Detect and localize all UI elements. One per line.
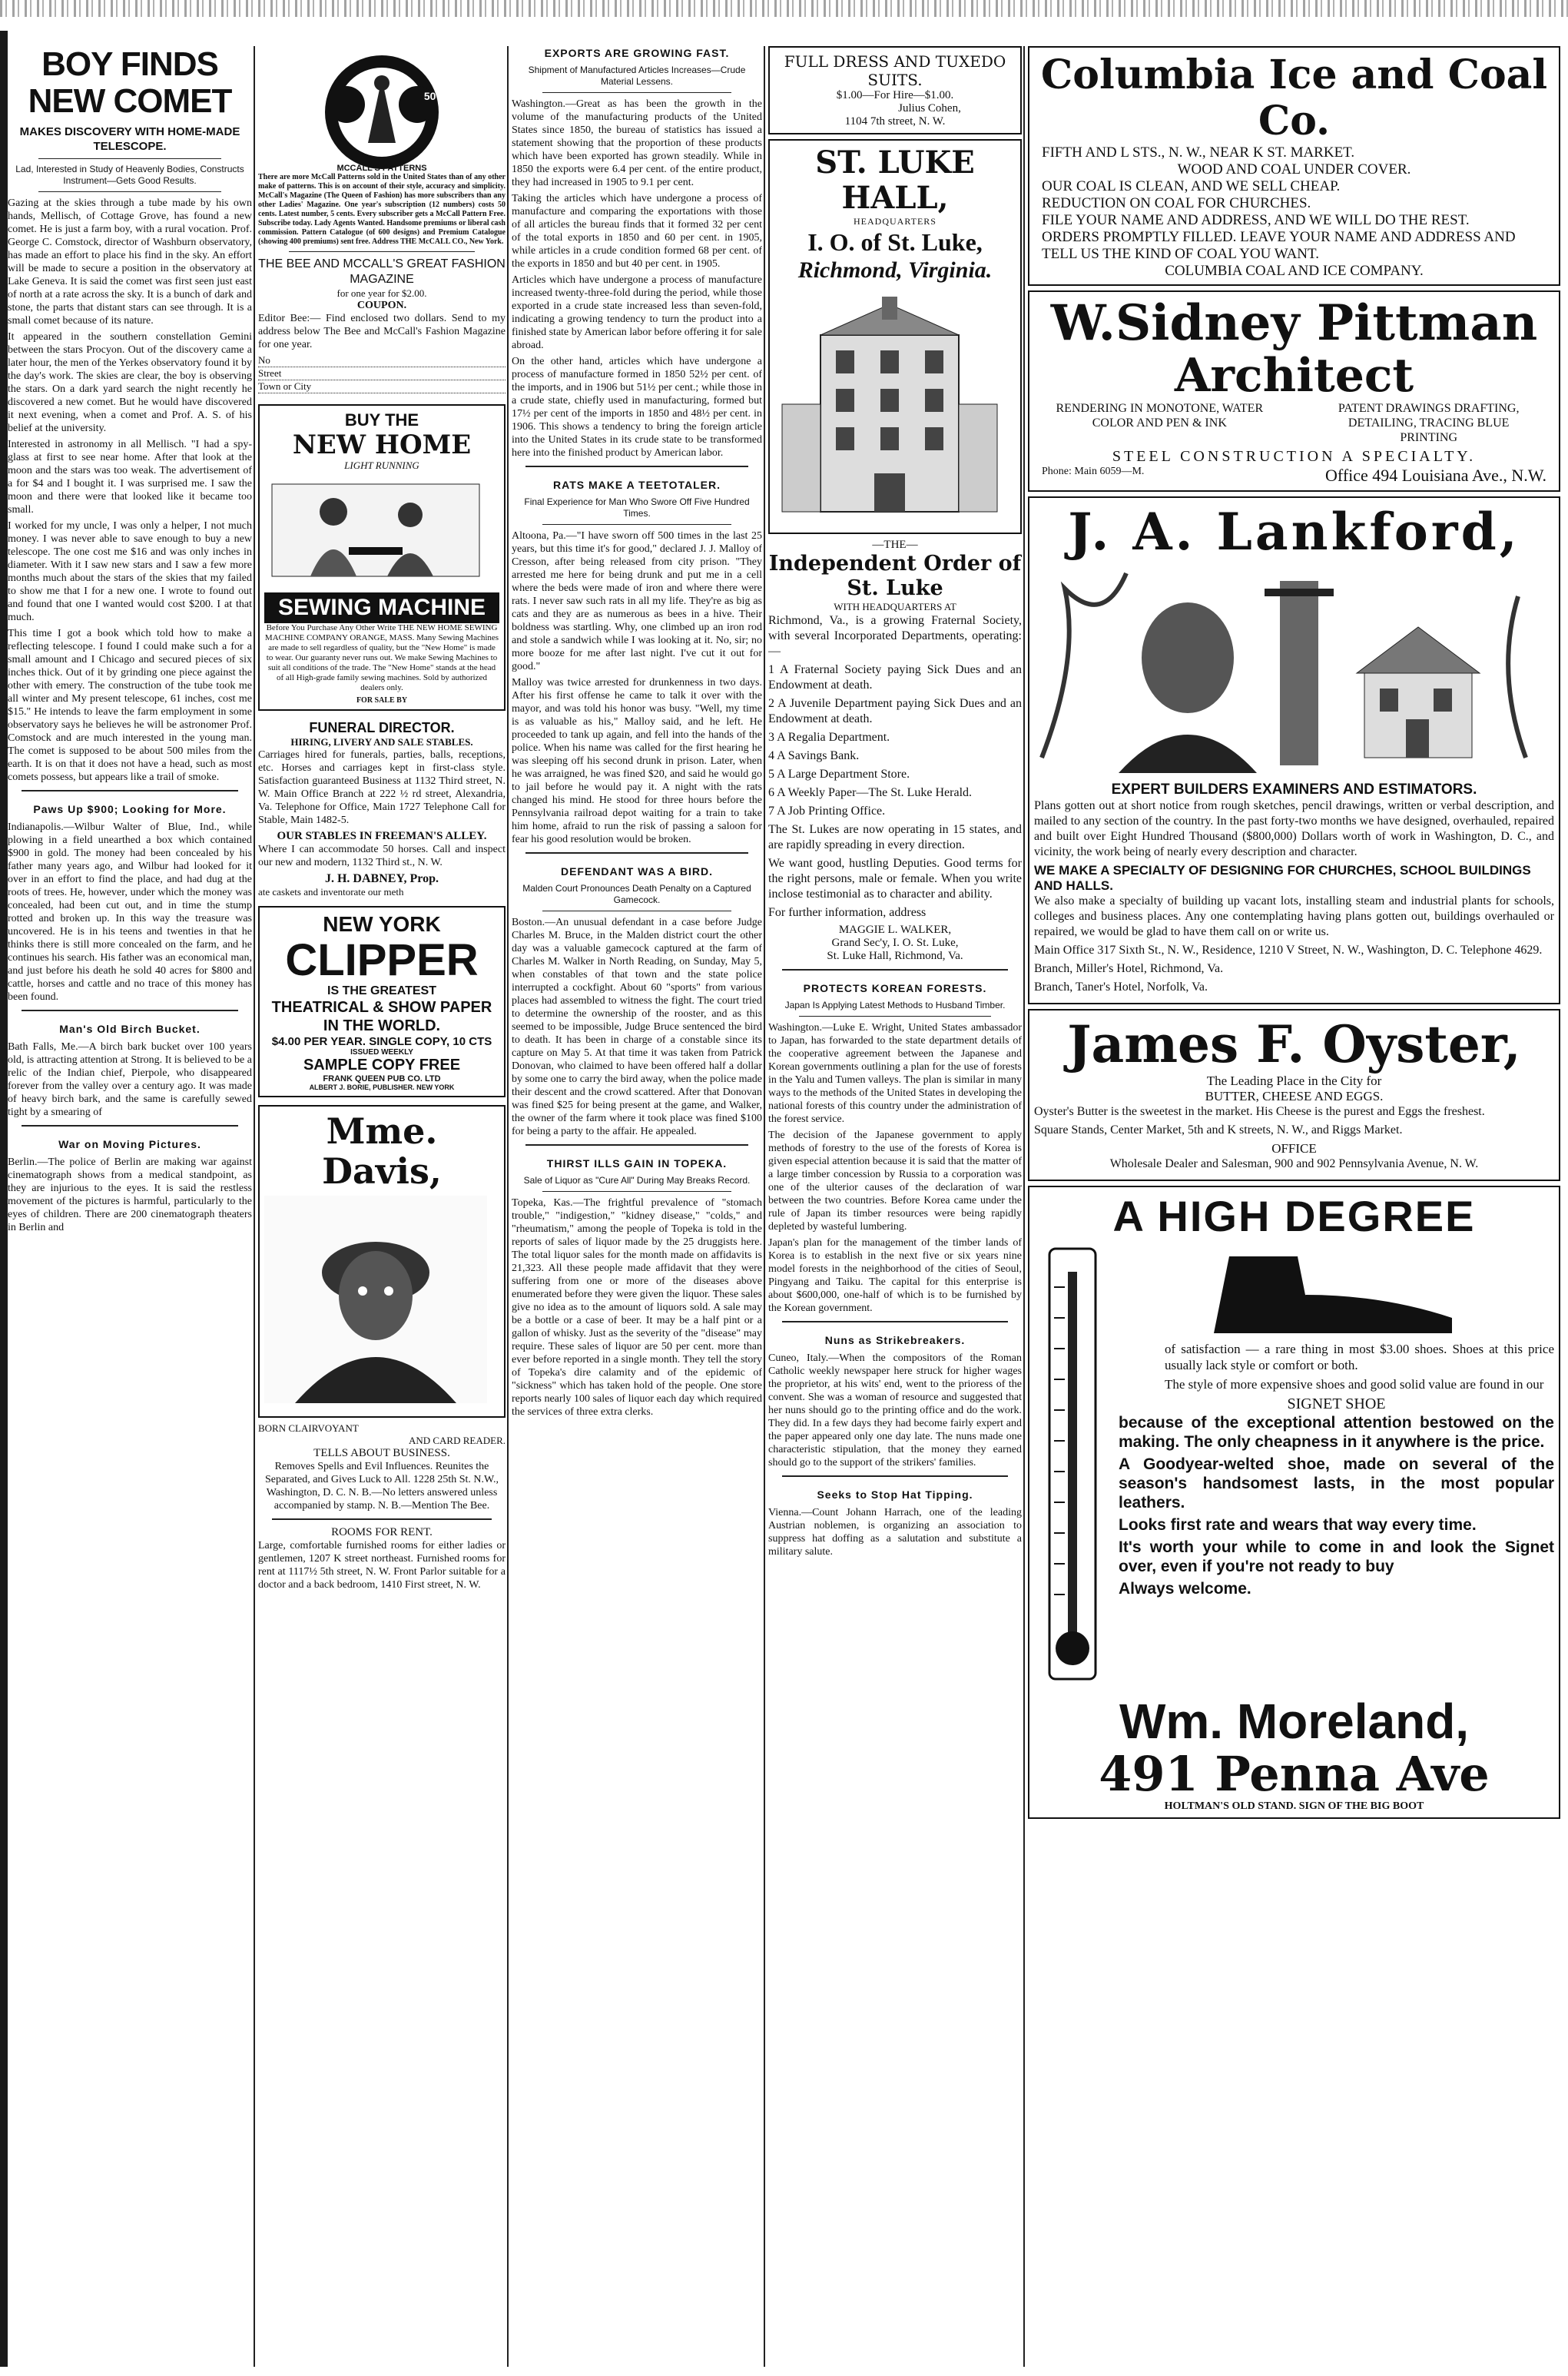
article-paragraph: Boston.—An unusual defendant in a case before Judge Charles M. Bruce, in the Malden district court the other day was a valuable gamecock captured at the farm of Charles M. Walker in North Reading, on Sunday, May 5, when constables of that town and the state police interrupted a cockfight. About 60 "sports" from various places had assembled to witness the fight. The court tried to determine the ownership of the rooster, and as this seemed to be impossible, Judge Bruce sentenced the bird to death. It has been in charge of a constable since its capture on May 5. At that time it was taken from Patrick Donovan, who claimed to have been offered half a dollar by some one to carry the bird away, when the police made their descent and the crowd scattered. After that Donovan was fined $25 for being present at the game, and Walker, the owner of the farm where it took place was fined $100 for being a party to the affair. He appealed.	[512, 917, 762, 1137]
order-paragraph: For further information, address	[768, 906, 927, 919]
ad-tag: LIGHT RUNNING	[344, 460, 419, 471]
clipper-price: $4.00 PER YEAR. SINGLE COPY, 10 CTS	[271, 1035, 492, 1048]
divider	[272, 1518, 492, 1520]
oyster-line: BUTTER, CHEESE AND EGGS.	[1205, 1089, 1384, 1103]
high-degree-ad	[1028, 1186, 1560, 1819]
davis-title: Mme. Davis,	[322, 1110, 442, 1192]
rooms-body: Large, comfortable furnished rooms for either ladies or gentlemen, 1207 K street northeast. Furnished rooms for rent at 1117½ 5th street, N. W. Front Parlor suitable for a doctor and a back bedroom, 1410 First street, N. W.	[258, 1540, 506, 1591]
article-paragraph: Washington.—Great as has been the growth in the volume of the manufacturing products of the United States since 1850, the bureau of statistics has issued a statement showing that the proportion of these products which have been exported has grown steadily. While in 1850 the exports were 6.4 per cent. of the entire product, they had increased in 1905 to 9.1 per cent.	[512, 98, 762, 188]
coupon-field-street[interactable]: Street	[258, 367, 506, 380]
column-rule	[254, 46, 255, 2367]
st-luke-ad	[768, 139, 1022, 534]
clipper-pub: FRANK QUEEN PUB CO. LTD	[323, 1074, 441, 1083]
signet-label: SIGNET SHOE	[1287, 1395, 1386, 1412]
article-paragraph: On the other hand, articles which have undergone a process of manufacture formed in 1850 52½ per cent. of the imports, and in 1906 but 51½ per cent.; while those in a crude state, chiefly used in manufacturing, formed but 17½ per cent of the imports in 1850 and 48½ per cent. in 1906. This shows a tendency to bring the foreign article into the United States in its crude state to be transformed here into the finished product by American labor.	[512, 356, 762, 459]
lankford-illustration-icon	[1034, 566, 1556, 773]
column-4	[768, 46, 1022, 2367]
signature-line: Grand Sec'y, I. O. St. Luke,	[831, 937, 959, 949]
clipper-weekly: ISSUED WEEKLY	[350, 1048, 413, 1057]
clipper-addr: ALBERT J. BORIE, PUBLISHER. NEW YORK	[309, 1083, 455, 1091]
tuxedo-title: FULL DRESS AND TUXEDO SUITS.	[784, 52, 1006, 89]
article-paragraph: Malloy was twice arrested for drunkenness in two days. After his first offense he came to talk it over with the mayor, and was told his honor was busy. "Well, my time is as valuable as his," Malloy said, and he left. He proceeded to tank up again, and fell into the hands of the police. When his name was called for the first hearing he was sleeping off his second drunk in prison. Later, when he was arraigned, he was fined $20, and said he would go to jail before he would pay it. A night with the rats changed his mind. He stood for three hours before the Pennsylvania railroad depot waiting for a train to take him home, afraid to run the risk of passing a saloon for fear his good resolution would be broken.	[512, 677, 762, 845]
oyster-line: Wholesale Dealer and Salesman, 900 and 902 Pennsylvania Avenue, N. W.	[1109, 1157, 1479, 1170]
deck: Sale of Liquor as "Cure All" During May Breaks Record.	[523, 1175, 751, 1186]
column-1	[8, 46, 252, 2367]
pittman-name: W.Sidney Pittman	[1050, 294, 1538, 352]
lankford-heading: WE MAKE A SPECIALTY OF DESIGNING FOR CHURCHES, SCHOOL BUILDINGS AND HALLS.	[1034, 863, 1531, 893]
high-degree-paragraph: The style of more expensive shoes and good solid value are found in our	[1165, 1377, 1544, 1392]
rooms-title: ROOMS FOR RENT.	[331, 1526, 433, 1538]
divider	[22, 1125, 238, 1127]
list-item: 5 A Large Department Store.	[768, 768, 910, 781]
davis-line: AND CARD READER.	[408, 1435, 506, 1446]
moreland-name: Wm. Moreland,	[1119, 1694, 1470, 1749]
lankford-paragraph: Branch, Taner's Hotel, Norfolk, Va.	[1034, 981, 1208, 994]
lankford-title: J. A. Lankford,	[1068, 502, 1520, 562]
article-paragraph: Washington.—Luke E. Wright, United States ambassador to Japan, has forwarded to the state department details of the cooperative agreement between the Japanese and Korean governments outlining a plan for the use of forests in the Yalu and Tumen valleys. The plan is similar in many ways to the methods of the United States in developing the national forests of this country under the administration of the forest service.	[768, 1022, 1022, 1125]
coupon-title: THE BEE AND MCCALL'S GREAT FASHION MAGAZINE	[258, 257, 506, 286]
high-degree-paragraph: of satisfaction — a rare thing in most $3.00 shoes. Shoes at this price usually lack style or comfort or both.	[1165, 1342, 1554, 1372]
signature-line: MAGGIE L. WALKER,	[838, 924, 952, 936]
divider	[542, 92, 731, 93]
lankford-ad	[1028, 496, 1560, 1004]
article-paragraph: It appeared in the southern constellation Gemini between the stars Procyon. Out of the discovery came a later hour, the men of the Yerkes observatory found it by the day's work. The skies are clear, the boy is observing the stars. On a dark yard search the night recently he discovered a new comet. But he would have discovered it next evening, when a comet and Prof. A. S. of his belief at the university.	[8, 331, 252, 434]
clipper-sub: IS THE GREATEST	[327, 984, 436, 997]
ad-copy: Before You Purchase Any Other Write THE NEW HOME SEWING MACHINE COMPANY ORANGE, MASS. Many Sewing Machines are made to sell regardless of quality, but the "New Home" is made to wear. Our guaranty never runs out. We make Sewing Machines to suit all conditions of the trade. The "New Home" stands at the head of all High-grade family sewing machines. Sold by authorized dealers only.	[264, 623, 499, 692]
top-margin-scan	[0, 0, 1568, 17]
ad-brand: NEW HOME	[292, 430, 472, 460]
article-paragraph: Topeka, Kas.—The frightful prevalence of "stomach trouble," "indigestion," "kidney disease," "colds," and "rheumatism," among the people of Topeka is told in the reports of sales of liquor made by the 25 druggists here. The total liquor sales for the month made on affidavits is 21,323. All these people made affidavit that they were suffering from one or more of the diseases above enumerated before they were given the liquor. These sales give no idea as to the amount of liquors sold. A sale may be a bottle or a case of beer. It may be a half pint or a gallon of whisky. Just as the severity of the "disease" may require. These sales of liquor are 50 per cent. more than ever before reported in a single month. They tell the story of Topeka's dire calamity and of the epidemic of "sickness" which has taken hold of the people. One store reports nearly 100 sales of liquor each day which required the services of three extra clerks.	[512, 1197, 762, 1418]
funeral-stables: OUR STABLES IN FREEMAN'S ALLEY.	[277, 830, 487, 842]
funeral-body: Carriages hired for funerals, parties, balls, receptions, etc. Horses and carriages kept in first-class style. Satisfaction guaranteed Business at 1132 Third street, N. W. Main Office Branch at 222 ½ rd street, Alexandria, Va. Telephone for Office, Main 1727 Telephone Call for Stable, Main 1482-5.	[258, 749, 506, 826]
funeral-sub: HIRING, LIVERY AND SALE STABLES.	[290, 736, 473, 748]
clipper-line: THEATRICAL & SHOW PAPER IN THE WORLD.	[271, 999, 492, 1034]
divider	[782, 969, 1008, 971]
high-degree-title: A HIGH DEGREE	[1112, 1192, 1476, 1240]
article-paragraph: Cuneo, Italy.—When the compositors of the Roman Catholic weekly newspaper here struck for higher wages the proprietor, at his wits' end, went to the prioress of the convent. She was a woman of resource and suggested that her nuns should go to the printing office and do the work. They did. In a few days they had become fairly expert and the paper appeared only one day late. The nuns made one characteristic stipulation, that the money they earned should go to the support of the strikers' families.	[768, 1352, 1022, 1468]
lankford-heading: EXPERT BUILDERS EXAMINERS AND ESTIMATORS.	[1111, 781, 1477, 798]
badge-left: 10 15	[295, 90, 323, 102]
deck: Final Experience for Man Who Swore Off Five Hundred Times.	[524, 496, 750, 519]
st-luke-hq: HEADQUARTERS	[854, 216, 936, 227]
divider	[799, 1016, 991, 1017]
list-item: 7 A Job Printing Office.	[768, 805, 886, 818]
ad-title: SEWING MACHINE	[264, 592, 499, 623]
lankford-paragraph: Branch, Miller's Hotel, Richmond, Va.	[1034, 962, 1224, 975]
badge-right: 50 YEAR	[423, 90, 469, 102]
high-degree-copy	[1111, 1241, 1554, 1694]
st-luke-order: I. O. of St. Luke,	[807, 228, 983, 256]
article-headline: DEFENDANT WAS A BIRD.	[560, 865, 714, 878]
tuxedo-addr: 1104 7th street, N. W.	[844, 115, 946, 128]
high-degree-bold: Looks first rate and wears that way every time.	[1119, 1516, 1477, 1534]
funeral-stables-body: Where I can accommodate 50 horses. Call and inspect our new and modern, 1132 Third st., N. W.	[258, 844, 506, 868]
article-headline: RATS MAKE A TEETOTALER.	[553, 479, 721, 491]
column-3	[512, 46, 762, 2367]
funeral-title: FUNERAL DIRECTOR.	[309, 720, 455, 735]
sewing-machine-ad	[258, 404, 506, 711]
mccall-banner: MCCALL'S PATTERNS	[336, 164, 427, 173]
headline: BOY FINDS NEW COMET	[28, 46, 232, 120]
st-luke-hall-building-icon	[774, 289, 1005, 519]
high-degree-bold: because of the exceptional attention bestowed on the making. The only cheapness in it anywhere is the price.	[1119, 1414, 1554, 1451]
article-headline: PROTECTS KOREAN FORESTS.	[803, 982, 987, 994]
divider	[38, 158, 221, 159]
article-headline: Nuns as Strikebreakers.	[824, 1334, 966, 1346]
high-degree-body	[1034, 1241, 1554, 1694]
coupon-subtitle: for one year for $2.00.	[336, 287, 427, 299]
column-rule	[1023, 46, 1025, 2367]
article-paragraph: Taking the articles which have undergone a process of manufacture and comparing the exportations with those of all articles the bureau finds that it formed 32 per cent of the total exports in 1850 and 60 per cent. in 1905, while articles in a crude condition formed 68 per cent. of the exports in 1850 and but 40 per cent. in 1905.	[512, 193, 762, 270]
pittman-contact: Phone: Main 6059—M. Office 494 Louisiana Ave., N.W.	[1042, 466, 1546, 485]
tuxedo-price: $1.00—For Hire—$1.00.	[836, 89, 954, 101]
left-edge-scan	[0, 31, 8, 2367]
funeral-name: J. H. DABNEY, Prop.	[324, 872, 439, 885]
list-item: 6 A Weekly Paper—The St. Luke Herald.	[768, 786, 973, 799]
signature-line: St. Luke Hall, Richmond, Va.	[827, 950, 963, 962]
column-rule	[507, 46, 509, 2367]
article-paragraph: Articles which have undergone a process of manufacture increased twenty-three-fold during the period, while those exported in a crude state increased less than seven-fold, indicating a growing tendency to turn the product into a finished state by American labor before offering it for sale abroad.	[512, 274, 762, 351]
sewing-scene-icon	[264, 476, 487, 584]
lankford-paragraph: Main Office 317 Sixth St., N. W., Residence, 1210 V Street, N. W., Washington, D. C. Telephone 4629.	[1034, 944, 1543, 957]
tuxedo-name: Julius Cohen,	[898, 102, 961, 114]
coupon-field-no[interactable]: No	[258, 354, 506, 367]
divider	[525, 1144, 748, 1146]
clipper-sample: SAMPLE COPY FREE	[303, 1057, 461, 1074]
st-luke-city: Richmond, Virginia.	[797, 257, 993, 283]
article-headline: Man's Old Birch Bucket.	[59, 1023, 201, 1035]
pittman-ad	[1028, 290, 1560, 492]
ad-footer: FOR SALE BY	[356, 696, 408, 705]
tuxedo-ad	[768, 46, 1022, 134]
divider	[525, 852, 748, 854]
divider	[22, 790, 238, 791]
oyster-line: The Leading Place in the City for	[1206, 1074, 1382, 1088]
article-headline: Paws Up $900; Looking for More.	[33, 803, 227, 815]
high-degree-bold: Always welcome.	[1119, 1580, 1251, 1598]
article-paragraph: This time I got a book which told how to make a reflecting telescope. I found I could make such a for a small amount and I Chicago and secured pieces of six inches thick. Out of it by grinding one piece against the other with emery. The construction of the tube took me all winter and My present telescope, 61 inches, cost me $15." He intends to leave the farm employment in some observatory says he believes he will be astronomer Prof. Comstock and are much interested in the young man. The comet is supposed to be about 500 miles from the earth. It is on that it does not have a head, such as most comets possess, but appears like a trail of smoke.	[8, 628, 252, 783]
lankford-paragraph: We also make a specialty of building up vacant lots, installing steam and industrial plants for schools, colleges and business places. Any one contemplating having plans gotten out, buildings overhauled or repaired, we would be glad to have them call on or write us.	[1034, 894, 1554, 938]
order-paragraph: We want good, hustling Deputies. Good terms for the right persons, male or female. When you write inclose testimonial as to character and ability.	[768, 857, 1022, 901]
moreland-footer: HOLTMAN'S OLD STAND. SIGN OF THE BIG BOOT	[1164, 1800, 1424, 1812]
divider	[542, 1191, 731, 1192]
high-degree-bold: A Goodyear-welted shoe, made on several of the season's handsomest lasts, in the most popular leathers.	[1119, 1455, 1554, 1512]
deck: Malden Court Pronounces Death Penalty on a Captured Gamecock.	[522, 883, 751, 905]
divider	[782, 1321, 1008, 1322]
divider	[542, 524, 731, 525]
thermometer-icon	[1034, 1241, 1111, 1694]
davis-line: BORN CLAIRVOYANT	[258, 1422, 359, 1434]
list-item: 2 A Juvenile Department paying Sick Dues and an Endowment at death.	[768, 697, 1022, 725]
article-paragraph: Indianapolis.—Wilbur Walter of Blue, Ind., while plowing in a field unearthed a box which contained $900 in gold. The money had been concealed by his father many years ago, and Wilbur had looked for it over in an effort to find the place, and had dug at the roots of trees. He, however, under which the money was concealed, had been cut out, and in time the stump rotted and broken up. In this way the treasure was uncovered. He is in his teens and twenties in that he thinks there is still more concealed on the farm, and he continues his search. His father was an economical man, and just before his death he sold 40 acres for $800 and cattle, horses and cattle and no trace of this money has been found.	[8, 821, 252, 1003]
davis-line: TELLS ABOUT BUSINESS.	[313, 1447, 450, 1459]
oyster-line: Oyster's Butter is the sweetest in the market. His Cheese is the purest and Eggs the freshest.	[1034, 1105, 1485, 1118]
deck: Lad, Interested in Study of Heavenly Bodies, Constructs Instrument—Gets Good Results.	[15, 164, 244, 186]
divider	[782, 1475, 1008, 1477]
davis-ad	[258, 1105, 506, 1418]
mccall-ad	[258, 46, 506, 247]
pittman-services: RENDERING IN MONOTONE, WATER COLOR AND PEN & INK PATENT DRAWINGS DRAFTING, DETAILING, TRACING BLUE PRINTING	[1056, 402, 1520, 444]
order-title: Independent Order of St. Luke	[768, 552, 1022, 600]
department-list	[768, 662, 1022, 819]
article-paragraph: Interested in astronomy in all Mellisch. "I had a spy-glass at first to see near home. After that look at the moon and the stars was too weak. The advertisement of a for $4 and I bought it. I was surprised me. I saw the moon and there were that looked like it became too small.	[8, 439, 252, 516]
column-2	[258, 46, 506, 2367]
the-label: —THE—	[872, 539, 918, 551]
columbia-ice-ad	[1028, 46, 1560, 286]
oyster-office: OFFICE	[1271, 1141, 1317, 1156]
clipper-title: CLIPPER	[285, 935, 479, 985]
mccall-emblem-icon	[267, 51, 497, 174]
davis-body: Removes Spells and Evil Influences. Reunites the Separated, and Gives Luck to All. 1228 25th St. N.W., Washington, D. C. N. B.—No letters answered unless accompanied by stamp. N. B.—Mention The Bee.	[265, 1461, 499, 1512]
oyster-title: James F. Oyster,	[1067, 1014, 1521, 1074]
article-paragraph: Berlin.—The police of Berlin are making war against cinematograph shows from a medical standpoint, as they are injurious to the eyes. It is said the restless movement of the pictures is harmful, particularly to the eyes of children. There are 200 cinematograph theaters in Berlin and	[8, 1156, 252, 1233]
list-item: 4 A Savings Bank.	[768, 749, 860, 762]
article-paragraph: Bath Falls, Me.—A birch bark bucket over 100 years old, is attracting attention at Strong. It is believed to be a relic of the Indian chief, Pierpole, who disappeared forever from the valley over a century ago. It was made of heavy birch bark, and the same is carefully sewed tight by a smearing of	[8, 1041, 252, 1118]
mccall-copy: There are more McCall Patterns sold in the United States than of any other make of patterns. This is on account of their style, accuracy and simplicity. McCall's Magazine (The Queen of Fashion) has more subscribers than any other Ladies' Magazine. One year's subscription (12 numbers) costs 50 cents. Latest number, 5 cents. Every subscriber gets a McCall Pattern Free. Subscribe today. Lady Agents Wanted. Handsome premiums or liberal cash commission. Pattern Catalogue (of 600 designs) and Premium Catalogue (showing 400 premiums) sent free. Address THE McCALL CO., New York.	[258, 173, 506, 246]
list-item: 3 A Regalia Department.	[768, 731, 890, 744]
article-paragraph: Altoona, Pa.—"I have sworn off 500 times in the last 25 years, but this time it's for good," declared J. J. Malloy of Cresson, after being released from city prison. "They arrested me here for being drunk and put me in a cell where the beds were made of iron and where there were rats. I never saw such rats in all my life. They're as big as cats and they are as numerous as bees in a hive. Their boldness was startling. Why, one climbed up an iron rod and stole a sandwich while I was looking at it. No, sir; no more booze for me after last night. I've cut it out for good."	[512, 530, 762, 672]
pittman-title: Architect	[1174, 349, 1414, 403]
order-with: WITH HEADQUARTERS AT	[834, 601, 956, 612]
coupon-field-town[interactable]: Town or City	[258, 380, 506, 393]
pittman-steel: STEEL CONSTRUCTION A SPECIALTY.	[1112, 448, 1477, 465]
article-headline: Seeks to Stop Hat Tipping.	[817, 1488, 973, 1501]
article-paragraph: I worked for my uncle, I was only a helper, I not much money. I was never able to save enough to buy a new telescope. The one cost me $16 and was only inches in diameter. With it I saw new stars and I saw a few more months much about the stars of the skies that my failed to show me that I for a new one. I wrote to found out and found that one I wanted would cost $200. I at that much.	[8, 520, 252, 623]
divider	[525, 466, 748, 467]
article-paragraph: The decision of the Japanese government to apply methods of forestry to the use of the forests of Korea is given especial attention because it is said that the matter of a large timber concession by Russia to a corporation was one of the ulterior causes of the declaration of war between the two countries. Before Korea came under the rule of Japan its timber resources were being rapidly depleted by wasteful lumbering.	[768, 1130, 1022, 1233]
column-5	[1028, 46, 1560, 2367]
coupon-label: COUPON.	[356, 300, 407, 311]
coupon-body: Editor Bee:— Find enclosed two dollars. Send to my address below The Bee and McCall's Fashion Magazine for one year.	[258, 313, 506, 350]
oyster-ad	[1028, 1009, 1560, 1181]
article-paragraph: Japan's plan for the management of the timber lands of Korea is to establish in the next five or six years nine model forests in the neighborhood of the cities of Seoul, Pingyang and Taiku. The capital for this enterprise is about $600,000, one-half of which is to be furnished by the Korean government.	[768, 1237, 1022, 1314]
columbia-copy: FIFTH AND L STS., N. W., NEAR K ST. MARKET. WOOD AND COAL UNDER COVER. OUR COAL IS CLEAN, AND WE SELL CHEAP. REDUCTION ON COAL FOR CHURCHES. FILE YOUR NAME AND ADDRESS, AND WE WILL DO THE REST. ORDERS PROMPTLY FILLED. LEAVE YOUR NAME AND ADDRESS AND TELL US THE KIND OF COAL YOU WANT. COLUMBIA COAL AND ICE COMPANY.	[1042, 144, 1516, 279]
column-rule	[764, 46, 765, 2367]
article-paragraph: Vienna.—Count Johann Harrach, one of the leading Austrian noblemen, is organizing an association to suppress hat doffing as a salutation and substitute a military salute.	[768, 1507, 1022, 1558]
list-item: 1 A Fraternal Society paying Sick Dues and an Endowment at death.	[768, 663, 1022, 692]
ad-kicker: BUY THE	[344, 410, 419, 430]
deck: Shipment of Manufactured Articles Increases—Crude Material Lessens.	[528, 65, 746, 87]
order-paragraph: The St. Lukes are now operating in 15 states, and are rapidly spreading in every direction.	[768, 823, 1022, 851]
article-paragraph: Gazing at the skies through a tube made by his own hands, Mellisch, of Cottage Grove, has found a new comet. He is just a farm boy, with a rural vocation. Prof. George C. Comstock, director of Washburn observatory, has made an effort to place his find in the sky. An effort will be made to secure a position in the observatory at Lake Geneva. It is said the comet was first seen just east of north at a rate across the sky. It is a bunch of dark and stone, the parts that distant stars can see through. It is a small comet because of its nature.	[8, 197, 252, 327]
clipper-ad	[258, 906, 506, 1097]
portrait-icon	[264, 1196, 487, 1403]
columbia-title: Columbia Ice and Coal Co.	[1040, 51, 1548, 144]
deck: Japan Is Applying Latest Methods to Husband Timber.	[784, 1000, 1006, 1010]
oyster-line: Square Stands, Center Market, 5th and K streets, N. W., and Riggs Market.	[1034, 1123, 1403, 1137]
article-headline: EXPORTS ARE GROWING FAST.	[544, 47, 730, 59]
moreland-address: 491 Penna Ave	[1099, 1746, 1490, 1802]
high-degree-bold: It's worth your while to come in and look the Signet over, even if you're not ready to buy	[1119, 1538, 1554, 1575]
funeral-caskets: ate caskets and inventorate our meth	[258, 886, 404, 898]
subhead: MAKES DISCOVERY WITH HOME-MADE TELESCOPE.	[19, 125, 240, 153]
clipper-top: NEW YORK	[323, 912, 441, 936]
divider	[289, 251, 475, 252]
order-body: Richmond, Va., is a growing Fraternal Society, with several Incorporated Departments, operating:—	[768, 614, 1022, 658]
article-headline: War on Moving Pictures.	[58, 1138, 201, 1150]
divider	[38, 191, 221, 192]
st-luke-title: ST. LUKE HALL,	[815, 144, 975, 216]
article-headline: THIRST ILLS GAIN IN TOPEKA.	[546, 1157, 728, 1170]
lankford-paragraph: Plans gotten out at short notice from rough sketches, pencil drawings, written or verbal description, and mailed to any section of the country. In the past forty-two months we have designed, overhauled, repaired and built over Eight Hundred Thousand ($800,000) Dollars worth of work in Washington, D. C., and vicinity, the work being of nearly every description and character.	[1034, 799, 1554, 858]
divider	[22, 1010, 238, 1011]
shoe-icon	[1183, 1241, 1490, 1341]
